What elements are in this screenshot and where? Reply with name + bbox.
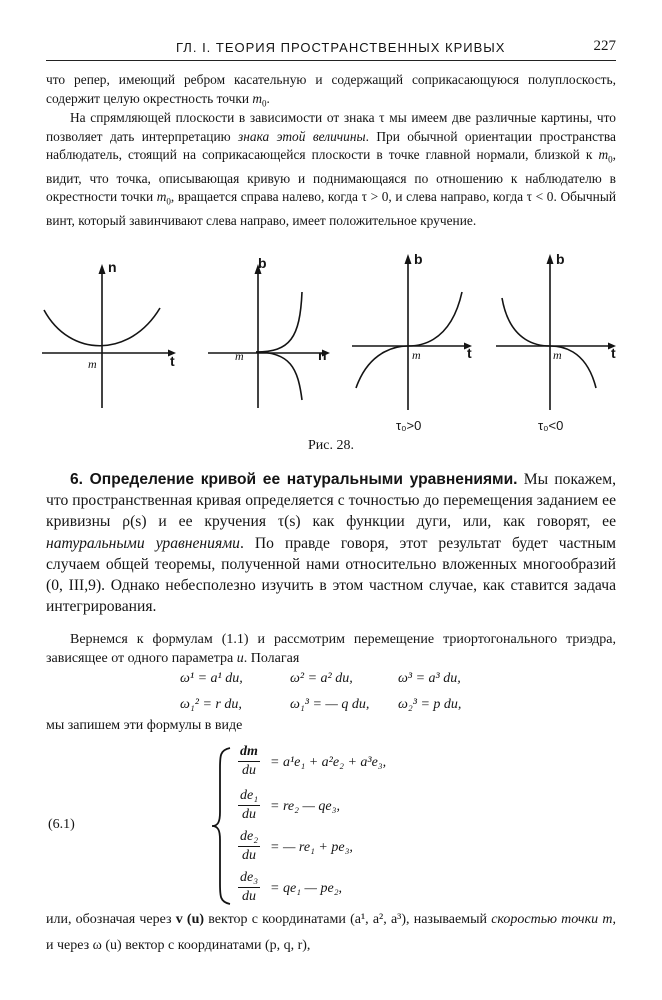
eq4-num: de₃ bbox=[238, 870, 260, 888]
page-number: 227 bbox=[593, 38, 616, 54]
p4-param-u: u bbox=[236, 651, 244, 666]
p1-v-label: n bbox=[108, 259, 117, 275]
omega-1: ω¹ = a¹ du, bbox=[180, 671, 243, 686]
eq2-rhs: = re₂ — qe₃, bbox=[270, 799, 340, 814]
p1-point-m-sub: 0 bbox=[262, 98, 267, 109]
p3-v-arrow bbox=[405, 254, 412, 264]
paragraph-4 bbox=[46, 630, 616, 668]
eq4-den: du bbox=[242, 889, 257, 904]
omega-12: ω₁² = r du, bbox=[180, 697, 242, 712]
p3-h-label: t bbox=[467, 345, 472, 361]
p3-note: τ₀>0 bbox=[396, 418, 422, 433]
p6-text-b: вектор с координатами (a¹, a², a³), называемый bbox=[204, 912, 492, 927]
p6-text-a: или, обозначая через bbox=[46, 912, 176, 927]
p6-italic: скоростью точки m bbox=[491, 912, 613, 927]
p4-point-label: m bbox=[553, 348, 562, 362]
p2-point-m-2: m bbox=[156, 189, 167, 205]
p1-end: . bbox=[266, 91, 270, 107]
paragraph-6 bbox=[46, 907, 616, 959]
p2-v-label: b bbox=[258, 255, 267, 271]
system-brace bbox=[210, 746, 236, 906]
p1-text: что репер, имеющий ребром касательную и содержащий соприкасающуюся полуплоскость, содержит целую окрестность точки bbox=[46, 72, 616, 107]
p6-vector-omega: ω (u) bbox=[92, 938, 122, 953]
p3-point-label: m bbox=[412, 348, 421, 362]
omega-3: ω³ = a³ du, bbox=[398, 671, 461, 686]
section-text-a: Мы покажем, что пространственная кривая определяется с точностью до перемещения заданием ее кривизны ρ(s) и ее кручения τ(s) как функции дуги, или, как говорят, ее bbox=[46, 471, 616, 531]
eq1-num: dm bbox=[238, 744, 260, 762]
p1-point-label: m bbox=[88, 357, 97, 371]
p2-curve-up bbox=[256, 292, 302, 352]
p6-text-c: , и через bbox=[46, 912, 616, 953]
running-head: ГЛ. I. ТЕОРИЯ ПРОСТРАНСТВЕННЫХ КРИВЫХ bbox=[176, 40, 506, 55]
p4-curve bbox=[502, 298, 596, 388]
eq3-den: du bbox=[242, 848, 257, 863]
p4-h-label: t bbox=[611, 345, 616, 361]
p4-note: τ₀<0 bbox=[538, 418, 564, 433]
p6-text-d: вектор с координатами (p, q, r), bbox=[121, 938, 311, 953]
paragraph-1 bbox=[46, 70, 616, 114]
p2-point-label: m bbox=[235, 349, 244, 363]
eq1-fraction bbox=[238, 744, 260, 779]
eq4-rhs: = qe₁ — pe₂, bbox=[270, 881, 343, 896]
omega-13: ω₁³ = — q du, bbox=[290, 697, 370, 712]
eq2-num: de₁ bbox=[238, 788, 260, 806]
p4-text-b: . Полагая bbox=[243, 651, 300, 666]
eq2-den: du bbox=[242, 807, 257, 822]
paragraph-5: мы запишем эти формулы в виде bbox=[46, 718, 243, 733]
p4-v-label: b bbox=[556, 251, 565, 267]
p2-h-label: n bbox=[318, 347, 327, 363]
p6-vector-v: v (u) bbox=[175, 912, 205, 927]
p1-v-arrow bbox=[99, 264, 106, 274]
section-text-b: . По правде говоря, этот результат будет частным случаем общей теоремы, полученной нами относительно вложенных многообразий (0, III,9). Однако небесполезно изучить в этом частном случае, как ставится задача интегрирования. bbox=[46, 534, 616, 616]
omega-23: ω₂³ = p du, bbox=[398, 697, 462, 712]
p2-italic: знака этой величины bbox=[238, 128, 366, 144]
p1-h-label: t bbox=[170, 353, 175, 369]
eq2-fraction bbox=[238, 788, 260, 823]
p1-point-m: m bbox=[252, 91, 263, 107]
figure-28 bbox=[30, 248, 630, 448]
p4-text-a: Вернемся к формулам (1.1) и рассмотрим перемещение триортогонального триэдра, зависящее от одного параметра bbox=[46, 632, 616, 666]
p3-v-label: b bbox=[414, 251, 423, 267]
p3-curve bbox=[356, 292, 462, 388]
p2-text-d: , вращается справа налево, когда τ > 0, и слева направо, когда τ < 0. Обычный винт, который завинчивают слева направо, имеет положительное кручение. bbox=[46, 189, 616, 228]
section-paragraph bbox=[46, 469, 616, 617]
p2-point-m-2-sub: 0 bbox=[166, 197, 171, 208]
p2-text-a: На спрямляющей плоскости в зависимости от знака τ мы имеем две различные картины, что позволяет дать интерпретацию bbox=[46, 110, 616, 144]
eq3-fraction bbox=[238, 829, 260, 864]
figure-caption: Рис. 28. bbox=[308, 438, 354, 453]
p4-v-arrow bbox=[547, 254, 554, 264]
p2-text-b: . При обычной ориентации пространства наблюдатель, стоящий на соприкасающейся плоскости в точке главной нормали, близкой к bbox=[46, 128, 616, 163]
section-title: 6. Определение кривой ее натуральными уравнениями. bbox=[70, 471, 518, 488]
omega-2: ω² = a² du, bbox=[290, 671, 353, 686]
p2-text-c: , видит, что точка, описывающая кривую и поднимающаяся по отношению к наблюдателю в окрестности точки bbox=[46, 147, 616, 205]
p2-curve-down bbox=[256, 352, 302, 400]
equation-number: (6.1) bbox=[48, 817, 75, 832]
paragraph-2 bbox=[46, 109, 616, 231]
eq3-rhs: = — re₁ + pe₃, bbox=[270, 840, 353, 855]
page-header bbox=[46, 36, 616, 61]
eq1-rhs: = a¹e₁ + a²e₂ + a³e₃, bbox=[270, 755, 387, 770]
p2-point-m-1: m bbox=[598, 147, 609, 163]
eq4-fraction bbox=[238, 870, 260, 905]
p2-point-m-1-sub: 0 bbox=[608, 155, 613, 166]
section-italic: натуральными уравнениями bbox=[46, 534, 240, 552]
eq3-num: de₂ bbox=[238, 829, 260, 847]
eq1-den: du bbox=[241, 763, 256, 778]
